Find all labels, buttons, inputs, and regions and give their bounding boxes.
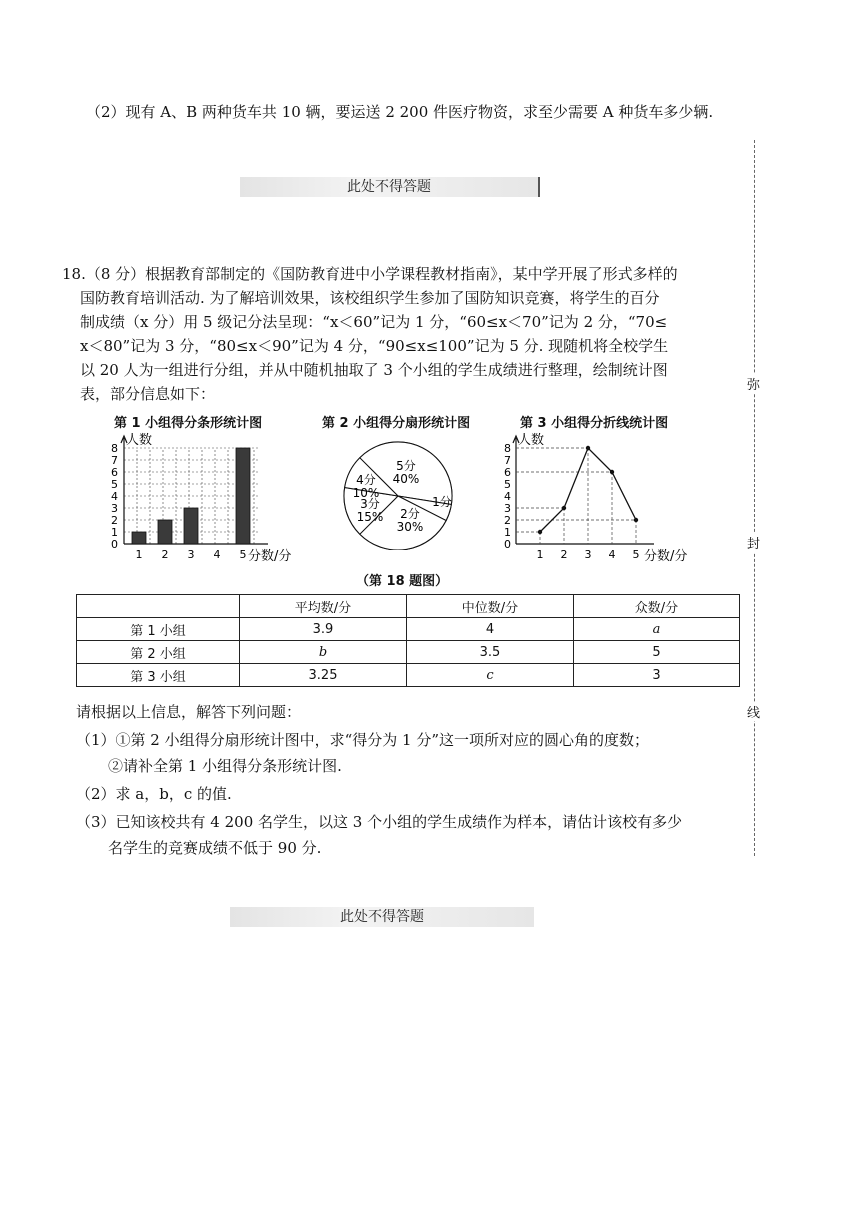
table-header-row [77,595,740,618]
table-cell: 5 [574,641,740,664]
line-chart-ytick: 3 [504,502,511,515]
line-chart-xtick: 5 [632,548,640,561]
table-cell: 3.9 [240,618,407,641]
pie-chart [336,440,466,550]
pie-chart-pct-label: 15% [356,510,384,524]
q18-stem [62,262,752,406]
table-cell: 第 3 小组 [77,664,240,687]
table-cell: b [240,641,407,664]
bar-chart-xtick: 3 [187,548,195,561]
table-cell: c [407,664,574,687]
bar-chart-title: 第 1 小组得分条形统计图 [114,416,263,431]
pie-chart-title: 第 2 小组得分扇形统计图 [322,416,471,431]
line-chart-ylabel: 人数 [518,433,545,448]
table-header-cell: 平均数/分 [240,595,407,618]
table-cell: a [574,618,740,641]
bar-chart-xtick: 5 [239,548,247,561]
q18-questions [76,700,756,860]
q18-line-2: 国防教育培训活动. 为了解培训效果，该校组织学生参加了国防知识竞赛，将学生的百分 [80,289,660,307]
bar-chart-ytick: 1 [111,526,118,539]
bar-chart-ylabel: 人数 [126,433,153,448]
bar-chart-ytick: 4 [111,490,118,503]
bar-chart-bar [184,508,198,544]
bar-chart-xlabel: 分数/分 [248,549,292,564]
q18-prompt: 请根据以上信息，解答下列问题： [76,703,302,721]
pie-chart-label: 5分 [396,459,416,473]
stats-table [76,594,740,687]
q18-line-6: 表，部分信息如下： [80,385,216,403]
line-chart-axes [513,436,654,544]
table-cell: 3 [574,664,740,687]
pie-chart-pct-label: 30% [396,520,424,534]
q18-line-5: 以 20 人为一组进行分组，并从中随机抽取了 3 个小组的学生成绩进行整理，绘制统计图 [80,361,668,379]
seal-char-feng: 封 [747,533,760,552]
line-chart-ytick: 5 [504,478,511,491]
pie-chart-label: 2分 [400,507,420,521]
pie-chart-label: 4分 [356,473,376,487]
q17-part2: （2）现有 A、B 两种货车共 10 辆，要运送 2 200 件医疗物资，求至少需要 A 种货车多少辆. [86,103,714,121]
q18-part3a: （3）已知该校共有 4 200 名学生，以这 3 个小组的学生成绩作为样本，请估计该校有多少 [76,813,683,831]
table-row [77,664,740,687]
line-chart-point [562,506,566,510]
q18-part1a: （1）①第 2 小组得分扇形统计图中，求“得分为 1 分”这一项所对应的圆心角的度数； [76,731,650,749]
line-chart-ytick: 2 [504,514,511,527]
table-row [77,618,740,641]
q18-line-4: x＜80”记为 3 分，“80≤x＜90”记为 4 分，“90≤x≤100”记为 5 分. 现随机将全校学生 [80,337,669,355]
line-chart-xlabel: 分数/分 [644,549,688,564]
pie-chart-label: 3分 [360,497,380,511]
bar-chart-ytick: 8 [111,442,118,455]
bar-chart-bar [158,520,172,544]
line-chart-ytick: 1 [504,526,511,539]
line-chart-ytick: 4 [504,490,511,503]
line-chart-ytick: 8 [504,442,511,455]
line-chart-ytick: 6 [504,466,511,479]
q18-line-3: 制成绩（x 分）用 5 级记分法呈现：“x＜60”记为 1 分，“60≤x＜70”记为 2 分，“70≤ [80,313,668,331]
bar-chart-ytick: 3 [111,502,118,515]
bar-chart-ytick: 7 [111,454,118,467]
line-chart-point [634,518,638,522]
seal-char-xian: 线 [747,702,760,721]
line-chart [502,432,702,568]
bar-chart-bar [236,448,250,544]
seal-char-mi: 弥 [747,374,760,393]
pie-chart-label: 1分 [432,495,452,509]
line-chart-xtick: 3 [584,548,592,561]
table-cell: 3.5 [407,641,574,664]
table-cell: 3.25 [240,664,407,687]
no-answer-banner-top: 此处不得答题 [240,177,540,197]
table-header-cell: 众数/分 [574,595,740,618]
line-chart-ytick: 0 [504,538,511,551]
bar-chart-ytick: 0 [111,538,118,551]
bar-chart-xtick: 1 [135,548,143,561]
bar-chart-ytick: 2 [111,514,118,527]
bar-chart-bar [132,532,146,544]
line-chart-xtick: 2 [560,548,568,561]
q18-part3b: 名学生的竞赛成绩不低于 90 分. [108,839,322,857]
line-chart-guides [516,448,636,544]
bar-chart-ytick: 5 [111,478,118,491]
table-row [77,641,740,664]
table-cell: 第 2 小组 [77,641,240,664]
line-chart-point [610,470,614,474]
table-cell: 第 1 小组 [77,618,240,641]
line-chart-xtick: 1 [536,548,544,561]
line-chart-point [586,446,590,450]
line-chart-ytick: 7 [504,454,511,467]
q18-part1b: ②请补全第 1 小组得分条形统计图. [108,757,342,775]
q18-line-1: 18.（8 分）根据教育部制定的《国防教育进中小学课程教材指南》，某中学开展了形式多样的 [62,265,678,283]
line-chart-title: 第 3 小组得分折线统计图 [520,416,669,431]
pie-chart-pct-label: 10% [352,486,380,500]
q18-part2: （2）求 a，b，c 的值. [76,785,232,803]
bar-chart-xtick: 4 [213,548,221,561]
pie-chart-pct-label: 40% [392,472,420,486]
no-answer-banner-bottom: 此处不得答题 [230,907,534,927]
bar-chart [100,432,320,568]
line-chart-point [538,530,542,534]
table-header-cell [77,595,240,618]
table-cell: 4 [407,618,574,641]
figure-caption: （第 18 题图） [356,574,449,589]
line-chart-xtick: 4 [608,548,616,561]
bar-chart-xtick: 2 [161,548,169,561]
bar-chart-ytick: 6 [111,466,118,479]
table-header-cell: 中位数/分 [407,595,574,618]
